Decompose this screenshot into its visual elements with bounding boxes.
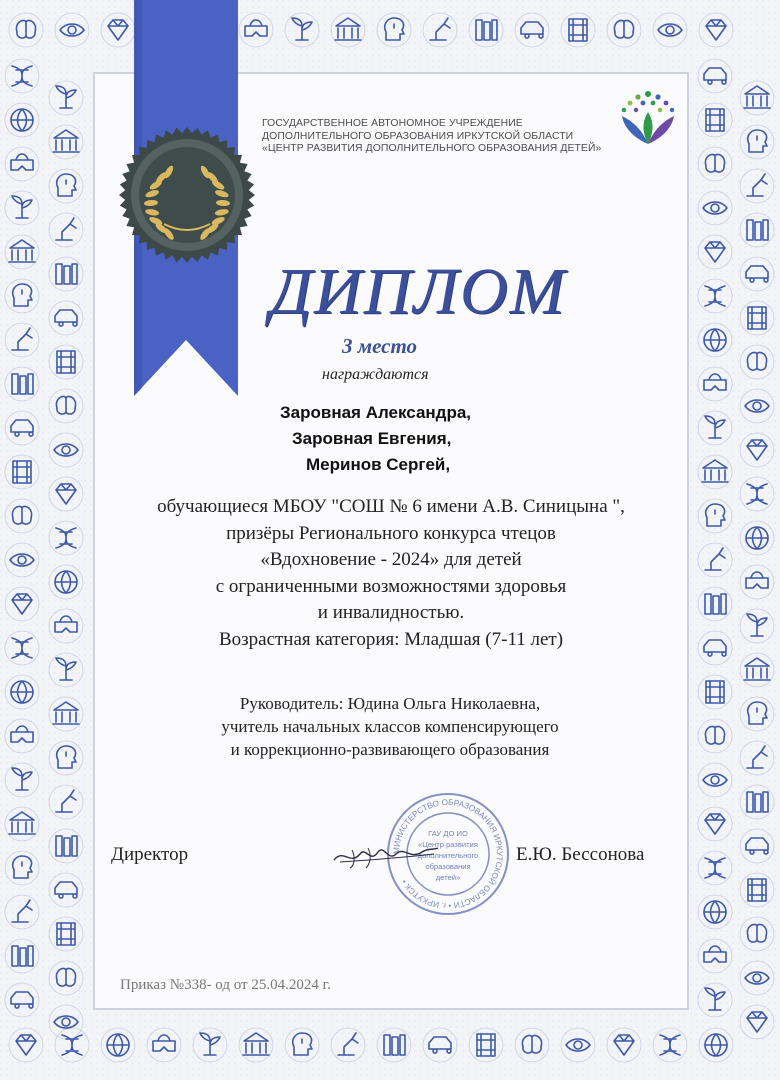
description-line: призёры Регионального конкурса чтецов	[226, 522, 556, 544]
stamp-center-line: «Центр развития	[417, 840, 479, 849]
place-label: 3 место	[342, 334, 418, 358]
org-line: ДОПОЛНИТЕЛЬНОГО ОБРАЗОВАНИЯ ИРКУТСКОЙ ОБЛАСТИ	[262, 130, 574, 142]
diploma-title: ДИПЛОМ	[270, 255, 567, 328]
organization-name	[262, 118, 642, 156]
order-reference: Приказ №338- од от 25.04.2024 г.	[120, 977, 331, 993]
winner-name: Заровная Александра,	[280, 403, 472, 422]
award-description	[96, 494, 686, 653]
awarded-label: награждаются	[322, 366, 429, 383]
description-line: и инвалидностью.	[317, 602, 465, 623]
stamp-center-line: ГАУ ДО ИО	[428, 829, 468, 838]
description-line: «Вдохновение - 2024» для детей	[260, 549, 522, 570]
leader-line: и коррекционно-развивающего образования	[230, 740, 550, 759]
description-line: обучающиеся МБОУ "СОШ № 6 имени А.В. Синицына ",	[157, 496, 625, 517]
leader-info	[150, 692, 630, 761]
winner-name: Меринов Сергей,	[306, 455, 451, 474]
description-line: Возрастная категория: Младшая (7-11 лет)	[218, 628, 564, 650]
winner-name: Заровная Евгения,	[292, 429, 452, 448]
org-line: «ЦЕНТР РАЗВИТИЯ ДОПОЛНИТЕЛЬНОГО ОБРАЗОВАНИЯ ДЕТЕЙ»	[262, 143, 602, 154]
org-line: ГОСУДАРСТВЕННОЕ АВТОНОМНОЕ УЧРЕЖДЕНИЕ	[262, 118, 523, 129]
winners-list	[270, 400, 530, 478]
leader-line: учитель начальных классов компенсирующего	[221, 717, 559, 736]
description-line: с ограниченными возможностями здоровья	[215, 575, 567, 597]
stamp-ring-text: МИНИСТЕРСТВО ОБРАЗОВАНИЯ ИРКУТСКОЙ ОБЛАСТИ • г. ИРКУТСК •	[391, 797, 505, 911]
stamp-center-line: образования	[425, 862, 471, 871]
director-title: Директор	[111, 844, 189, 865]
laurel-medal-icon	[112, 120, 262, 270]
leader-line: Руководитель: Юдина Ольга Николаевна,	[239, 694, 541, 713]
handwritten-signature	[330, 838, 440, 872]
stamp-center-line: дополнительного	[417, 851, 479, 860]
director-name: Е.Ю. Бессонова	[516, 844, 645, 865]
stamp-center-line: детей»	[435, 873, 461, 882]
